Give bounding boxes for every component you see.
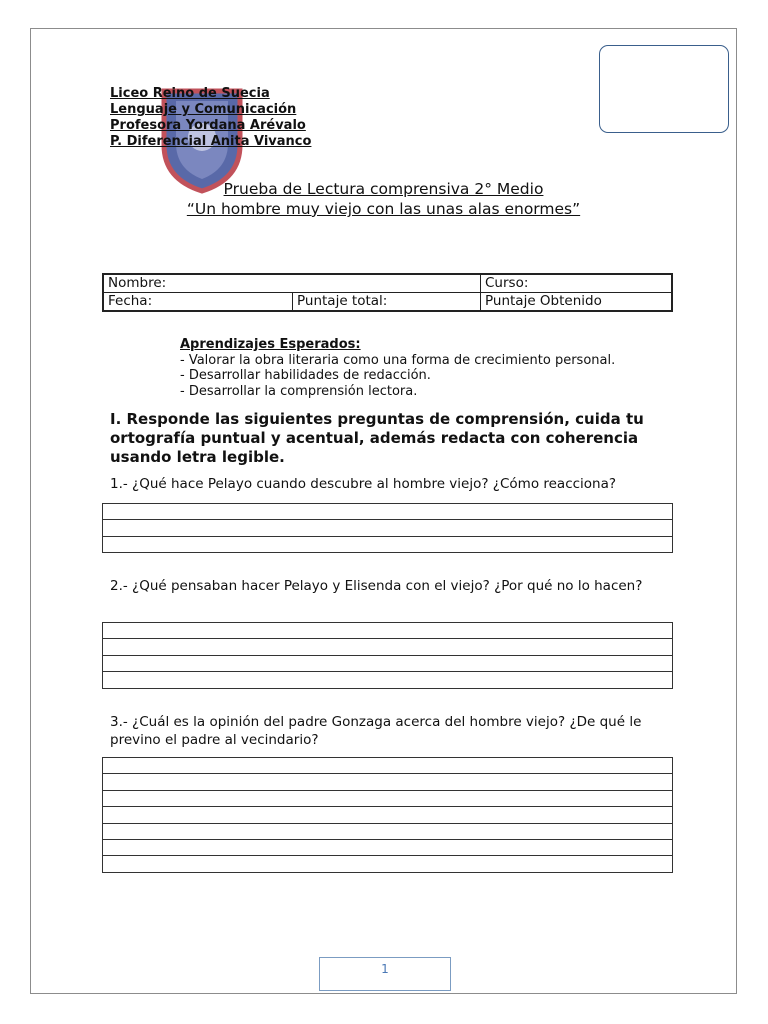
answer-line[interactable] [103,840,672,856]
page-number: 1 [319,957,451,991]
title-subtitle: “Un hombre muy viejo con las unas alas enormes” [186,200,581,218]
answer-line[interactable] [103,623,672,639]
answer-line[interactable] [103,537,672,552]
puntaje-total-field[interactable]: Puntaje total: [293,293,481,312]
answer-lines-1[interactable] [102,503,673,553]
answer-line[interactable] [103,774,672,790]
grade-box [599,45,729,133]
answer-lines-3[interactable] [102,757,673,873]
teacher: Profesora Yordana Arévalo [110,118,306,133]
answer-line[interactable] [103,639,672,655]
answer-line[interactable] [103,520,672,536]
answer-line[interactable] [103,791,672,807]
differential-teacher: P. Diferencial Anita Vivanco [110,134,312,149]
answer-line[interactable] [103,672,672,687]
subject: Lenguaje y Comunicación [110,102,297,117]
instructions: I. Responde las siguientes preguntas de comprensión, cuida tu ortografía puntual y acentual, además redacta con coherencia usando letra legible. [110,410,644,466]
answer-line[interactable] [103,656,672,672]
answer-line[interactable] [103,824,672,840]
document-page [30,28,737,994]
objective-item: - Desarrollar habilidades de redacción. [180,368,431,383]
answer-line[interactable] [103,758,672,774]
school-name: Liceo Reino de Suecia [110,86,270,101]
question-1: 1.- ¿Qué hace Pelayo cuando descubre al hombre viejo? ¿Cómo reacciona? [110,476,617,492]
objectives-heading: Aprendizajes Esperados: [180,337,361,352]
school-header [110,86,311,150]
answer-lines-2[interactable] [102,622,673,689]
learning-objectives [180,337,615,399]
student-info-table [102,273,673,312]
answer-line[interactable] [103,856,672,871]
objective-item: - Desarrollar la comprensión lectora. [180,383,418,399]
objective-item: - Valorar la obra literaria como una forma de crecimiento personal. [180,352,616,368]
answer-line[interactable] [103,807,672,823]
title-main: Prueba de Lectura comprensiva 2° Medio [223,180,544,198]
question-2: 2.- ¿Qué pensaban hacer Pelayo y Elisenda con el viejo? ¿Por qué no lo hacen? [110,578,643,594]
curso-field[interactable]: Curso: [481,274,673,293]
puntaje-obtenido-field[interactable]: Puntaje Obtenido [481,293,673,312]
question-3: 3.- ¿Cuál es la opinión del padre Gonzaga acerca del hombre viejo? ¿De qué le previno el padre al vecindario? [110,714,642,748]
fecha-field[interactable]: Fecha: [103,293,293,312]
answer-line[interactable] [103,504,672,520]
nombre-field[interactable]: Nombre: [103,274,481,293]
test-title [31,179,736,219]
